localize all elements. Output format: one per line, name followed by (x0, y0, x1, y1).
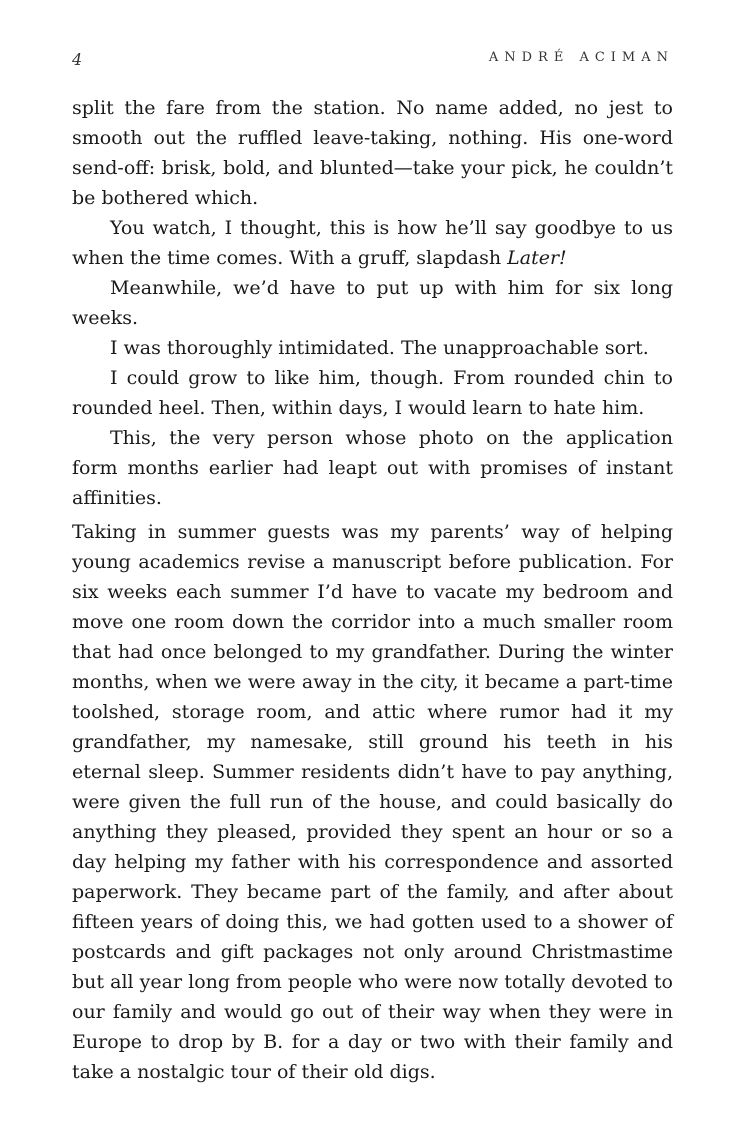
running-head-author: ANDRÉ ACIMAN (488, 50, 674, 65)
page-number: 4 (72, 50, 83, 69)
paragraph: I was thoroughly intimidated. The unapproachable sort. (110, 337, 649, 359)
emphasis-later: Later! (507, 247, 567, 269)
section-one (72, 93, 673, 513)
paragraph: split the fare from the station. No name added, no jest to smooth out the ruffled leave-taking, nothing. His one-word send-off: brisk, bold, and blunted—take your pick, he couldn’t be bothered which. (72, 97, 673, 209)
section-two (72, 517, 673, 1087)
paragraph: Taking in summer guests was my parents’ way of helping young academics revise a manuscript before publication. For six weeks each summer I’d have to vacate my bedroom and move one room down the corridor into a much smaller room that had once belonged to my grandfather. During the winter months, when we were away in the city, it became a part-time toolshed, storage room, and attic where rumor had it my grandfather, my namesake, still ground his teeth in his eternal sleep. Summer residents didn’t have to pay anything, were given the full run of the house, and could basically do anything they pleased, provided they spent an hour or so a day helping my father with his correspondence and assorted paperwork. They became part of the family, and after about fifteen years of doing this, we had gotten used to a shower of postcards and gift packages not only around Christmastime but all year long from people who were now totally devoted to our family and would go out of their way when they were in Europe to drop by B. for a day or two with their family and take a nostalgic tour of their old digs. (72, 521, 673, 1083)
paragraph (72, 213, 673, 273)
paragraph: This, the very person whose photo on the application form months earlier had leapt out with promises of instant affinities. (72, 427, 673, 509)
paragraph: Meanwhile, we’d have to put up with him for six long weeks. (72, 277, 673, 329)
paragraph: I could grow to like him, though. From rounded chin to rounded heel. Then, within days, I would learn to hate him. (72, 367, 673, 419)
paragraph-text: You watch, I thought, this is how he’ll say goodbye to us when the time comes. With a gruff, slapdash (72, 217, 673, 269)
